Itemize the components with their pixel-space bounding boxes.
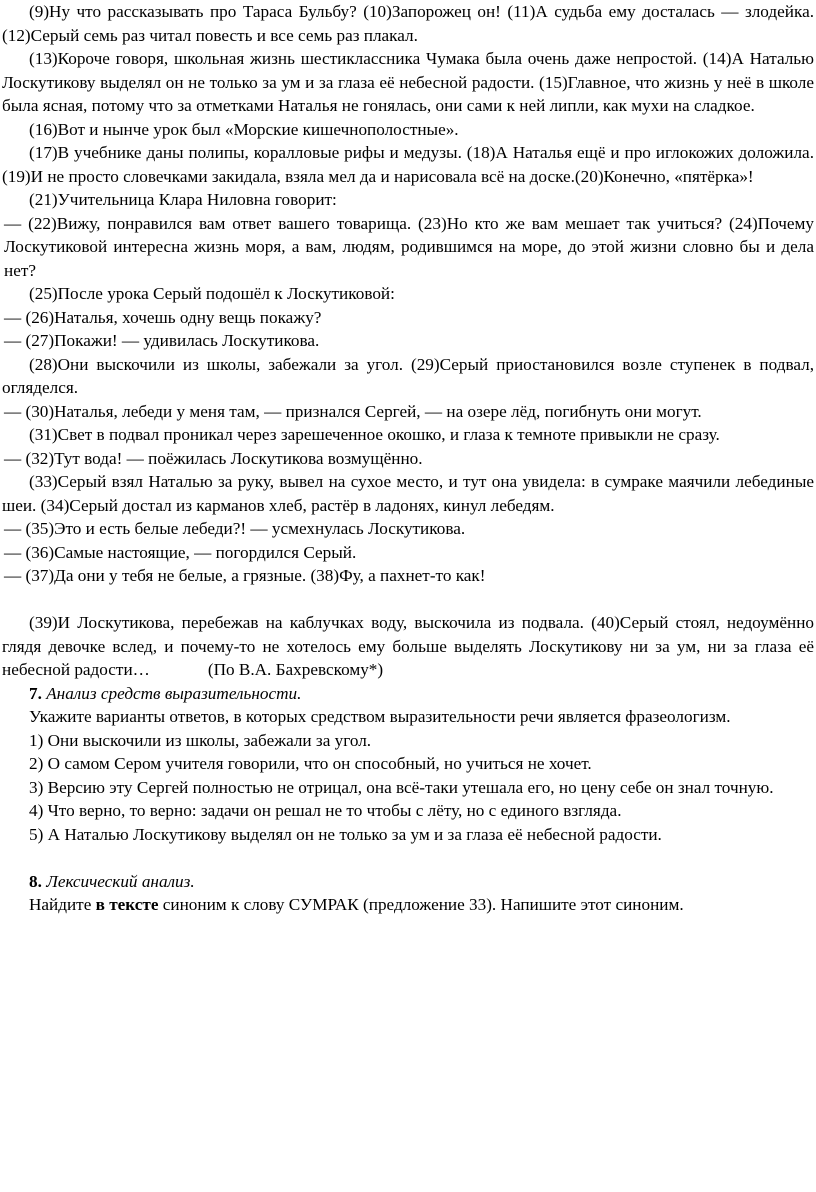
paragraph: (21)Учительница Клара Ниловна говорит: — [29, 190, 337, 209]
task-8-prompt-emphasis: в тексте — [95, 895, 159, 914]
task-7-option: 3) Версию эту Сергей полностью не отрицал, она всё-таки утешала его, но цену себе он знал точную. — [29, 777, 774, 797]
task-7-option: 1) Они выскочили из школы, забежали за угол. — [29, 730, 372, 750]
dialogue-line: — (37)Да они у тебя не белые, а грязные. (38)Фу, а пахнет-то как! — [4, 566, 486, 585]
paragraph: (33)Серый взял Наталью за руку, вывел на сухое место, и тут она увидела: в сумраке маячили лебединые шеи. (34)Серый достал из карманов хлеб, растёр в ладонях, кинул лебедям. — [2, 472, 814, 515]
task-8-prompt-end: синоним к слову СУМРАК (предложение 33). Напишите этот синоним. — [158, 895, 684, 914]
spacer — [2, 846, 814, 870]
task-7-prompt: Укажите варианты ответов, в которых средством выразительности речи является фразеологизм. — [29, 707, 731, 726]
task-7-title: Анализ средств выразительности. — [46, 683, 302, 703]
paragraph: (13)Короче говоря, школьная жизнь шестиклассника Чумака была очень даже непростой. (14)А Наталью Лоскутикову выделял он не только за ум и за глаза её небесной радости. (15)Главное, что жизнь у неё в школе была ясная, потому что за отметками Наталья не гонялась, они сами к ней липли, как мухи на сладкое. — [2, 49, 814, 115]
source-attribution: (По В.А. Бахревскому*) — [207, 660, 384, 679]
task-8-prompt — [2, 893, 814, 917]
dialogue-line: — (22)Вижу, понравился вам ответ вашего товарища. (23)Но кто же вам мешает так учиться? (24)Почему Лоскутиковой интересна жизнь моря, а вам, людям, родившимся на море, до этой жизни словно бы и дела нет? — [4, 213, 814, 280]
dialogue-line: — (30)Наталья, лебеди у меня там, — признался Сергей, — на озере лёд, погибнуть они могут. — [4, 401, 702, 421]
paragraph: (17)В учебнике даны полипы, коралловые рифы и медузы. (18)А Наталья ещё и про иглокожих доложила. (19)И не просто словечками закидала, взяла мел да и нарисовала всё на доске.(20)Конечно, «пятёрка»! — [2, 143, 814, 186]
task-7-option: 2) О самом Сером учителя говорили, что он способный, но учиться не хочет. — [29, 754, 592, 773]
paragraph: (25)После урока Серый подошёл к Лоскутиковой: — [29, 284, 395, 303]
task-8-heading — [2, 870, 814, 894]
paragraph: (16)Вот и нынче урок был «Морские кишечнополостные». — [29, 119, 459, 139]
task-8-number: 8. — [29, 871, 42, 891]
task-7-number: 7. — [29, 683, 42, 703]
task-7-option: 5) А Наталью Лоскутикову выделял он не только за ум и за глаза её небесной радости. — [29, 824, 662, 844]
dialogue-line: — (26)Наталья, хочешь одну вещь покажу? — [4, 307, 322, 327]
paragraph — [2, 611, 814, 682]
task-8-prompt-start: Найдите — [29, 895, 96, 914]
spacer — [2, 588, 814, 612]
task-7-option: 4) Что верно, то верно: задачи он решал не то чтобы с лёту, но с единого взгляда. — [29, 801, 622, 820]
paragraph: (28)Они выскочили из школы, забежали за угол. (29)Серый приостановился возле ступенек в подвал, огляделся. — [2, 354, 814, 397]
paragraph: (31)Свет в подвал проникал через зарешеченное окошко, и глаза к темноте привыкли не сразу. — [29, 425, 720, 444]
task-7-heading — [2, 682, 814, 706]
task-8-title: Лексический анализ. — [46, 871, 195, 891]
dialogue-line: — (32)Тут вода! — поёжилась Лоскутикова возмущённо. — [4, 448, 423, 468]
dialogue-line: — (35)Это и есть белые лебеди?! — усмехнулась Лоскутикова. — [4, 519, 466, 538]
paragraph: (9)Ну что рассказывать про Тараса Бульбу? (10)Запорожец он! (11)А судьба ему досталась — злодейка. (12)Серый семь раз читал повесть и все семь раз плакал. — [2, 2, 814, 45]
paragraph-text: (39)И Лоскутикова, перебежав на каблучках воду, выскочила из подвала. (40)Серый стоял, недоумённо глядя девочке вслед, и почему-то не хотелось ему больше выделять Лоскутикову ни за ум, ни за глаза её небесной радости… — [2, 613, 814, 679]
dialogue-line: — (27)Покажи! — удивилась Лоскутикова. — [4, 331, 320, 350]
dialogue-line: — (36)Самые настоящие, — погордился Серый. — [4, 542, 357, 562]
